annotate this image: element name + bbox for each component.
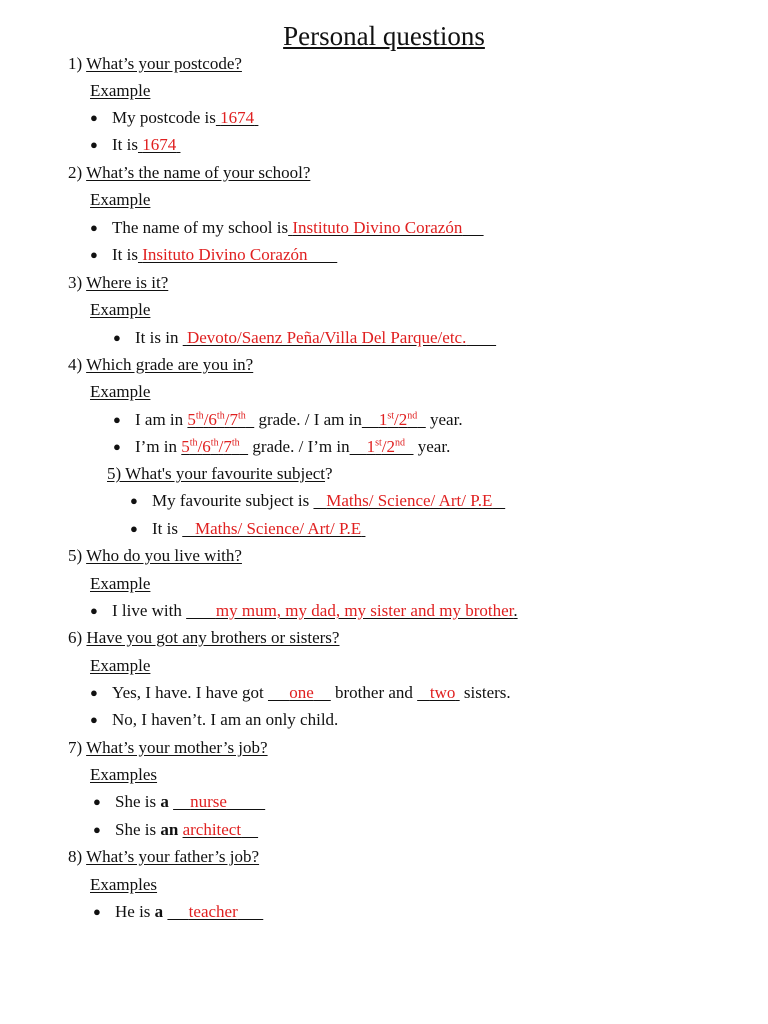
answer-suffix: sisters. bbox=[463, 683, 511, 702]
question-text: Which grade are you in? bbox=[86, 355, 254, 374]
bullet-icon: ● bbox=[90, 603, 98, 618]
bullet-icon: ● bbox=[113, 412, 121, 427]
answer-prefix: It is bbox=[152, 519, 178, 538]
question-4 bbox=[68, 355, 253, 375]
bullet-icon: ● bbox=[90, 220, 98, 235]
question-7 bbox=[68, 738, 268, 758]
answer-prefix: She is bbox=[115, 820, 157, 839]
answer-value: 1674 bbox=[142, 135, 177, 154]
answer-line bbox=[90, 245, 337, 266]
answer-line bbox=[113, 437, 450, 458]
question-text: 5) What's your favourite subject bbox=[107, 464, 326, 483]
answer-line bbox=[113, 328, 496, 349]
example-label: Example bbox=[90, 656, 151, 675]
question-text: What’s your postcode? bbox=[86, 54, 242, 73]
question-number: 4) bbox=[68, 355, 83, 374]
answer-prefix: I live with bbox=[112, 601, 182, 620]
answer-suffix: year. bbox=[430, 410, 463, 429]
answer-line bbox=[93, 902, 263, 923]
bullet-icon: ● bbox=[93, 822, 101, 837]
answer-prefix: The name of my school is bbox=[112, 218, 289, 237]
answer-line bbox=[90, 135, 180, 156]
answer-line: ● I live with my mum, my dad, my sister and my brother. bbox=[90, 601, 518, 620]
bullet-icon: ● bbox=[90, 247, 98, 262]
question-number: 5) bbox=[68, 546, 83, 565]
answer-line bbox=[90, 108, 258, 129]
bullet-icon: ● bbox=[90, 137, 98, 152]
example-label: Example bbox=[90, 81, 151, 100]
answer-value: architect bbox=[182, 820, 242, 839]
bullet-icon: ● bbox=[90, 110, 98, 125]
answer-line bbox=[90, 710, 338, 731]
bullet-icon: ● bbox=[93, 794, 101, 809]
answer-line bbox=[113, 410, 463, 431]
example-label: Examples bbox=[90, 875, 158, 894]
example-label: Examples bbox=[90, 765, 158, 784]
answer-prefix: Yes, I have. I have got bbox=[112, 683, 264, 702]
bullet-icon: ● bbox=[130, 493, 138, 508]
example-label: Example bbox=[90, 574, 151, 593]
answer-middle: grade. / I am in bbox=[258, 410, 362, 429]
question-3 bbox=[68, 273, 168, 293]
answer-text: No, I haven’t. I am an only child. bbox=[112, 710, 339, 729]
answer-line bbox=[130, 491, 505, 512]
answer-line bbox=[90, 218, 484, 239]
answer-value: 1674 bbox=[220, 108, 255, 127]
answer-prefix: It is bbox=[112, 135, 138, 154]
answer-value: two bbox=[429, 683, 456, 702]
answer-value: 1st/2nd bbox=[378, 410, 418, 429]
answer-middle: brother and bbox=[335, 683, 413, 702]
answer-value: Maths/ Science/ Art/ P.E bbox=[194, 519, 362, 538]
answer-prefix: She is bbox=[115, 792, 157, 811]
answer-article: a bbox=[160, 792, 169, 811]
answer-prefix: My postcode is bbox=[112, 108, 216, 127]
answer-prefix: He is bbox=[115, 902, 151, 921]
example-label: Example bbox=[90, 300, 151, 319]
question-number: 1) bbox=[68, 54, 83, 73]
answer-value: 5th/6th/7th bbox=[187, 410, 246, 429]
answer-prefix: I am in bbox=[135, 410, 184, 429]
bullet-icon: ● bbox=[113, 439, 121, 454]
question-number: 3) bbox=[68, 273, 83, 292]
bullet-icon: ● bbox=[90, 712, 98, 727]
question-text: What’s the name of your school? bbox=[86, 163, 311, 182]
answer-value: Maths/ Science/ Art/ P.E bbox=[326, 491, 493, 510]
answer-value: Instituto Divino Corazón bbox=[292, 218, 463, 237]
question-6 bbox=[68, 628, 339, 648]
answer-line bbox=[90, 683, 511, 704]
question-number: 7) bbox=[68, 738, 83, 757]
question-text: Have you got any brothers or sisters? bbox=[86, 628, 340, 647]
example-label: Example bbox=[90, 382, 151, 401]
answer-line bbox=[130, 519, 365, 540]
bullet-icon: ● bbox=[113, 330, 121, 345]
question-number: 8) bbox=[68, 847, 83, 866]
page-title: Personal questions bbox=[283, 21, 485, 51]
answer-prefix: I’m in bbox=[135, 437, 178, 456]
question-number: 6) bbox=[68, 628, 83, 647]
answer-value: one bbox=[289, 683, 314, 702]
answer-value: 5th/6th/7th bbox=[181, 437, 240, 456]
bullet-icon: ● bbox=[93, 904, 101, 919]
question-mark: ? bbox=[325, 464, 333, 483]
answer-suffix: year. bbox=[417, 437, 451, 456]
question-1 bbox=[68, 54, 242, 74]
question-8 bbox=[68, 847, 259, 867]
answer-line bbox=[93, 792, 265, 813]
question-text: Where is it? bbox=[86, 273, 169, 292]
answer-value: 1st/2nd bbox=[366, 437, 405, 456]
question-number: 2) bbox=[68, 163, 83, 182]
answer-line bbox=[93, 820, 258, 841]
answer-prefix: It is in bbox=[135, 328, 179, 347]
question-5 bbox=[68, 546, 242, 566]
question-text: What’s your mother’s job? bbox=[86, 738, 268, 757]
answer-value: Insituto Divino Corazón bbox=[142, 245, 308, 264]
answer-article: a bbox=[154, 902, 164, 921]
question-text: What’s your father’s job? bbox=[86, 847, 260, 866]
question-2 bbox=[68, 163, 310, 183]
answer-prefix: My favourite subject is bbox=[152, 491, 310, 510]
answer-article: an bbox=[160, 820, 179, 839]
answer-value: nurse bbox=[190, 792, 227, 811]
answer-value: Devoto/Saenz Peña/Villa Del Parque/etc. bbox=[186, 328, 467, 347]
bullet-icon: ● bbox=[130, 521, 138, 536]
answer-prefix: It is bbox=[112, 245, 138, 264]
question-favourite-subject bbox=[107, 464, 333, 484]
question-text: Who do you live with? bbox=[86, 546, 242, 565]
answer-value: teacher bbox=[188, 902, 238, 921]
answer-value: my mum, my dad, my sister and my brother bbox=[215, 601, 514, 620]
answer-middle: grade. / I’m in bbox=[252, 437, 350, 456]
example-label: Example bbox=[90, 190, 151, 209]
bullet-icon: ● bbox=[90, 685, 98, 700]
